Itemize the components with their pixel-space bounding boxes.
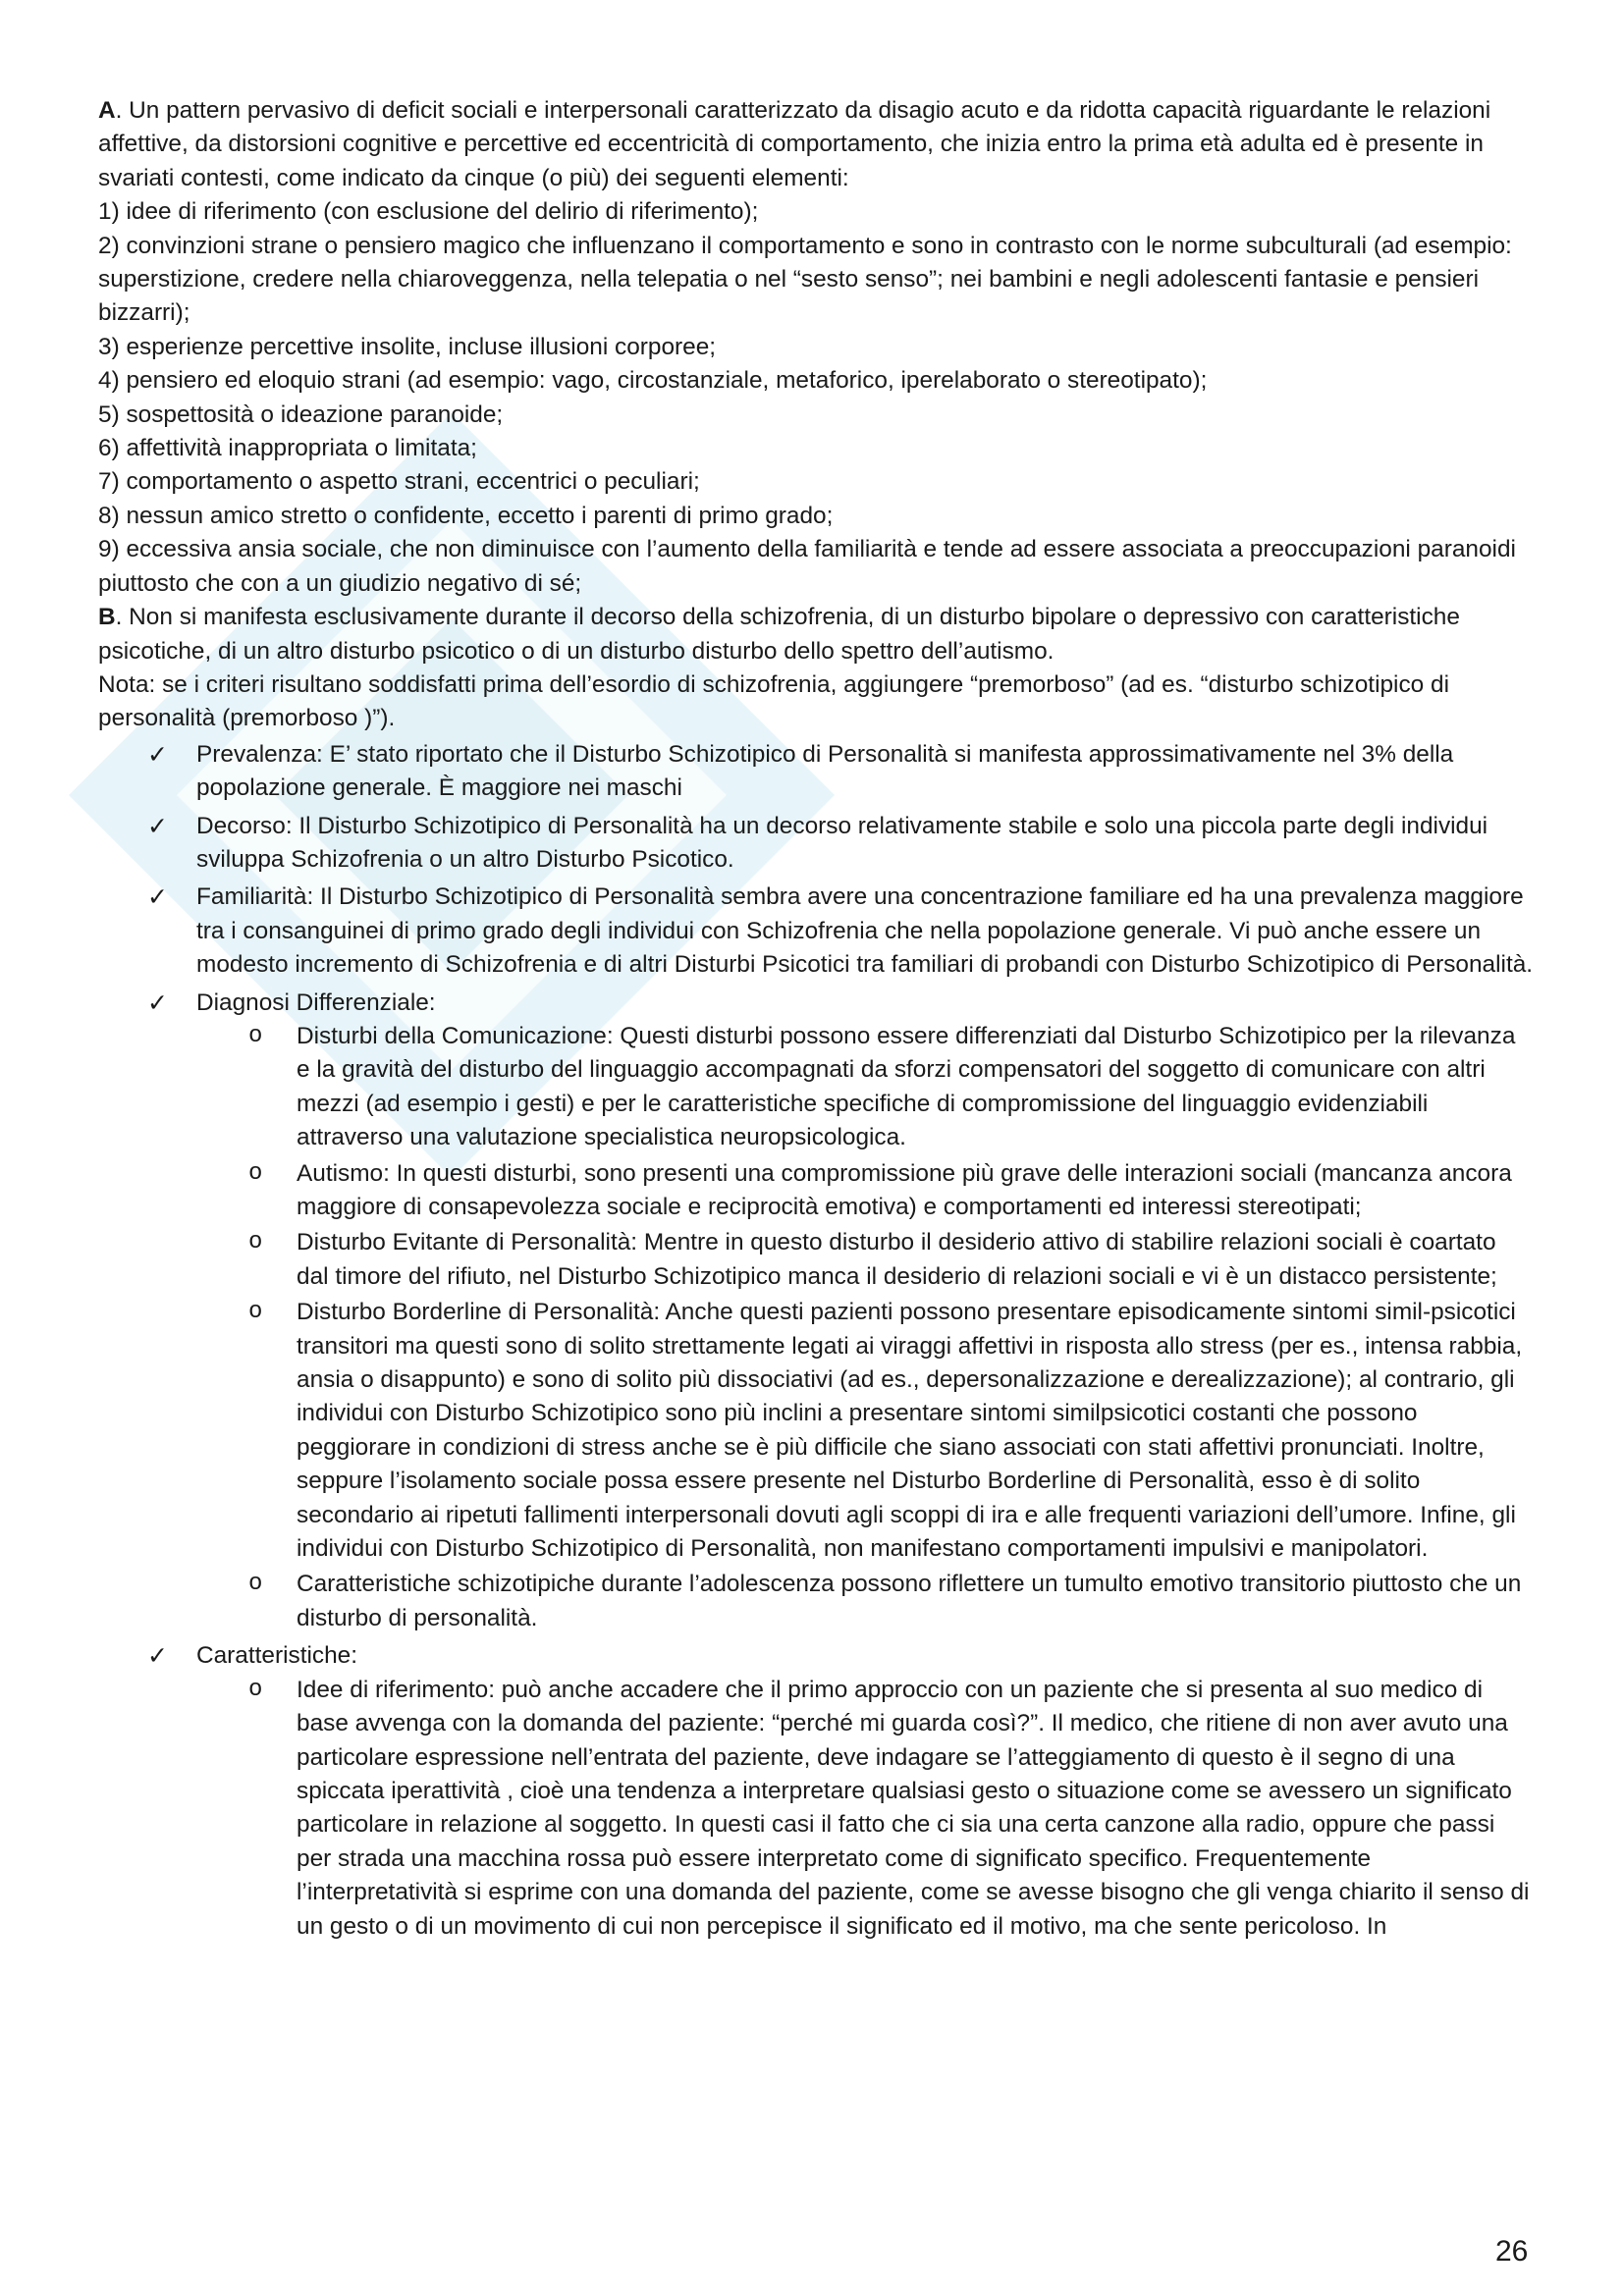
circle-bullet-icon: o [248,1229,263,1256]
sub-item [196,1674,1534,1944]
prevalenza-text: Prevalenza: E’ stato riportato che il Disturbo Schizotipico di Personalità si manifesta approssimativamente nel 3% della popolazione generale. È maggiore nei maschi [196,740,1454,802]
criteria-item-6: 6) affettività inappropriata o limitata; [98,435,477,462]
sub-item [196,1296,1534,1566]
diagnosi-title: Diagnosi Differenziale: [196,988,436,1016]
caratteristiche-sublist [196,1674,1534,1944]
criterion-b [98,601,1534,668]
check-item-diagnosi [98,987,1534,1636]
criterion-b-label: B [98,604,116,631]
sub-item-text: Disturbo Borderline di Personalità: Anche questi pazienti possono presentare episodicamente sintomi simil-psicotici transitori ma questi sono di solito strettamente legati ai viraggi affettivi in risposta allo stress (per es., intensa rabbia, ansia o disappunto) e sono di solito più dissociativi (ad es., depersonalizzazione e derealizzazione); al contrario, gli individui con Disturbo Schizotipico sono più inclini a presentare sintomi similpsicotici costanti che possono peggiorare in condizioni di stress anche se è più difficile che siano associati con stati affettivi pronunciati. Inoltre, seppure l’isolamento sociale possa essere presente nel Disturbo Borderline di Personalità, esso è di solito secondario ai ripetuti fallimenti interpersonali dovuti agli scoppi di ira e alle frequenti variazioni dell’umore. Infine, gli individui con Disturbo Schizotipico di Personalità, non manifestano comportamenti impulsivi e manipolatori. [297,1299,1523,1563]
sub-item-text: Idee di riferimento: può anche accadere che il primo approccio con un paziente che si presenta al suo medico di base avvenga con la domanda del paziente: “perché mi guarda così?”. Il medico, che ritiene di non aver avuto una particolare espressione nell’entrata del paziente, deve indagare se l’atteggiamento di questo è il segno di una spiccata iperattività , cioè una tendenza a interpretare qualsiasi gesto o situazione come se avessero un significato particolare in relazione al soggetto. In questi casi il fatto che ci sia una certa canzone alla radio, oppure che passi per strada una macchina rossa può essere interpretato come di significato specifico. Frequentemente l’interpretatività si esprime con una domanda del paziente, come se avesse bisogno che gli venga chiarito il senso di un gesto o di un movimento di cui non percepisce il significato ed il motivo, ma che sente pericoloso. In [297,1676,1530,1940]
sub-item-text: Disturbo Evitante di Personalità: Mentre in questo disturbo il desiderio attivo di stabilire relazioni sociali è coartato dal timore del rifiuto, nel Disturbo Schizotipico manca il desiderio di relazioni sociali e vi è un distacco persistente; [297,1229,1497,1290]
criteria-item-5: 5) sospettosità o ideazione paranoide; [98,400,504,428]
check-item-decorso [98,810,1534,878]
sub-item-text: Disturbi della Comunicazione: Questi disturbi possono essere differenziati dal Disturbo Schizotipico per la rilevanza e la gravità del disturbo del linguaggio accompagnati da sforzi compensatori del soggetto di comunicare con altri mezzi (ad esempio i gesti) e per le caratteristiche specifiche di compromissione del linguaggio evidenziabili attraverso una valutazione specialistica neuropsicologica. [297,1022,1516,1151]
sub-item-text: Caratteristiche schizotipiche durante l’adolescenza possono riflettere un tumulto emotivo transitorio piuttosto che un disturbo di personalità. [297,1571,1522,1631]
criteria-item-2: 2) convinzioni strane o pensiero magico che influenzano il comportamento e sono in contrasto con le norme subculturali (ad esempio: superstizione, credere nella chiaroveggenza, nella telepatia o nel “sesto senso”; nei bambini e negli adolescenti fantasie e pensieri bizzarri); [98,232,1512,327]
document-page [98,94,1534,1948]
sub-item [196,1568,1534,1635]
criteria-item-8: 8) nessun amico stretto o confidente, eccetto i parenti di primo grado; [98,502,834,529]
note: Nota: se i criteri risultano soddisfatti prima dell’esordio di schizofrenia, aggiungere “premorboso” (ad es. “disturbo schizotipico di personalità (premorboso )”). [98,670,1449,732]
criteria-item-1: 1) idee di riferimento (con esclusione del delirio di riferimento); [98,198,759,226]
criterion-a-label: A [98,97,116,124]
caratteristiche-title: Caratteristiche: [196,1642,358,1670]
criterion-b-text: . Non si manifesta esclusivamente durante il decorso della schizofrenia, di un disturbo bipolare o depressivo con caratteristiche psicotiche, di un altro disturbo psicotico o di un disturbo disturbo dello spettro dell’autismo. [98,604,1460,665]
checkmark-icon: ✓ [147,988,168,1017]
circle-bullet-icon: o [248,1022,263,1049]
circle-bullet-icon: o [248,1159,263,1187]
circle-bullet-icon: o [248,1571,263,1598]
page-number: 26 [1495,2235,1529,2268]
criterion-a-text: . Un pattern pervasivo di deficit sociali e interpersonali caratterizzato da disagio acuto e da ridotta capacità riguardante le relazioni affettive, da distorsioni cognitive e percettive ed eccentricità di comportamento, che inizia entro la prima età adulta ed è presente in svariati contesti, come indicato da cinque (o più) dei seguenti elementi: [98,97,1491,191]
check-item-prevalenza [98,738,1534,806]
sub-item [196,1157,1534,1225]
circle-bullet-icon: o [248,1676,263,1703]
criteria-item-4: 4) pensiero ed eloquio strani (ad esempio: vago, circostanziale, metaforico, iperelaborato o stereotipato); [98,367,1208,395]
check-list [98,738,1534,1944]
checkmark-icon: ✓ [147,811,168,840]
circle-bullet-icon: o [248,1299,263,1326]
familiarita-text: Familiarità: Il Disturbo Schizotipico di Personalità sembra avere una concentrazione familiare ed ha una prevalenza maggiore tra i consanguinei di primo grado degli individui con Schizofrenia che nella popolazione generale. Vi può anche essere un modesto incremento di Schizofrenia e di altri Disturbi Psicotici tra familiari di probandi con Disturbo Schizotipico di Personalità. [196,883,1534,979]
criteria-item-7: 7) comportamento o aspetto strani, eccentrici o peculiari; [98,468,700,496]
sub-item-text: Autismo: In questi disturbi, sono presenti una compromissione più grave delle interazioni sociali (mancanza ancora maggiore di consapevolezza sociale e reciprocità emotiva) e comportamenti ed interessi stereotipati; [297,1159,1512,1220]
sub-item [196,1020,1534,1155]
sub-item [196,1226,1534,1294]
checkmark-icon: ✓ [147,1641,168,1671]
checkmark-icon: ✓ [147,882,168,912]
check-item-caratteristiche [98,1639,1534,1944]
check-item-familiarita [98,881,1534,982]
diagnosi-sublist [196,1020,1534,1635]
criteria-item-9: 9) eccessiva ansia sociale, che non diminuisce con l’aumento della familiarità e tende ad essere associata a preoccupazioni paranoidi piuttosto che con a un giudizio negativo di sé; [98,536,1516,597]
criteria-item-3: 3) esperienze percettive insolite, incluse illusioni corporee; [98,333,717,360]
decorso-text: Decorso: Il Disturbo Schizotipico di Personalità ha un decorso relativamente stabile e solo una piccola parte degli individui sviluppa Schizofrenia o un altro Disturbo Psicotico. [196,812,1488,873]
criterion-a [98,94,1534,195]
checkmark-icon: ✓ [147,739,168,769]
